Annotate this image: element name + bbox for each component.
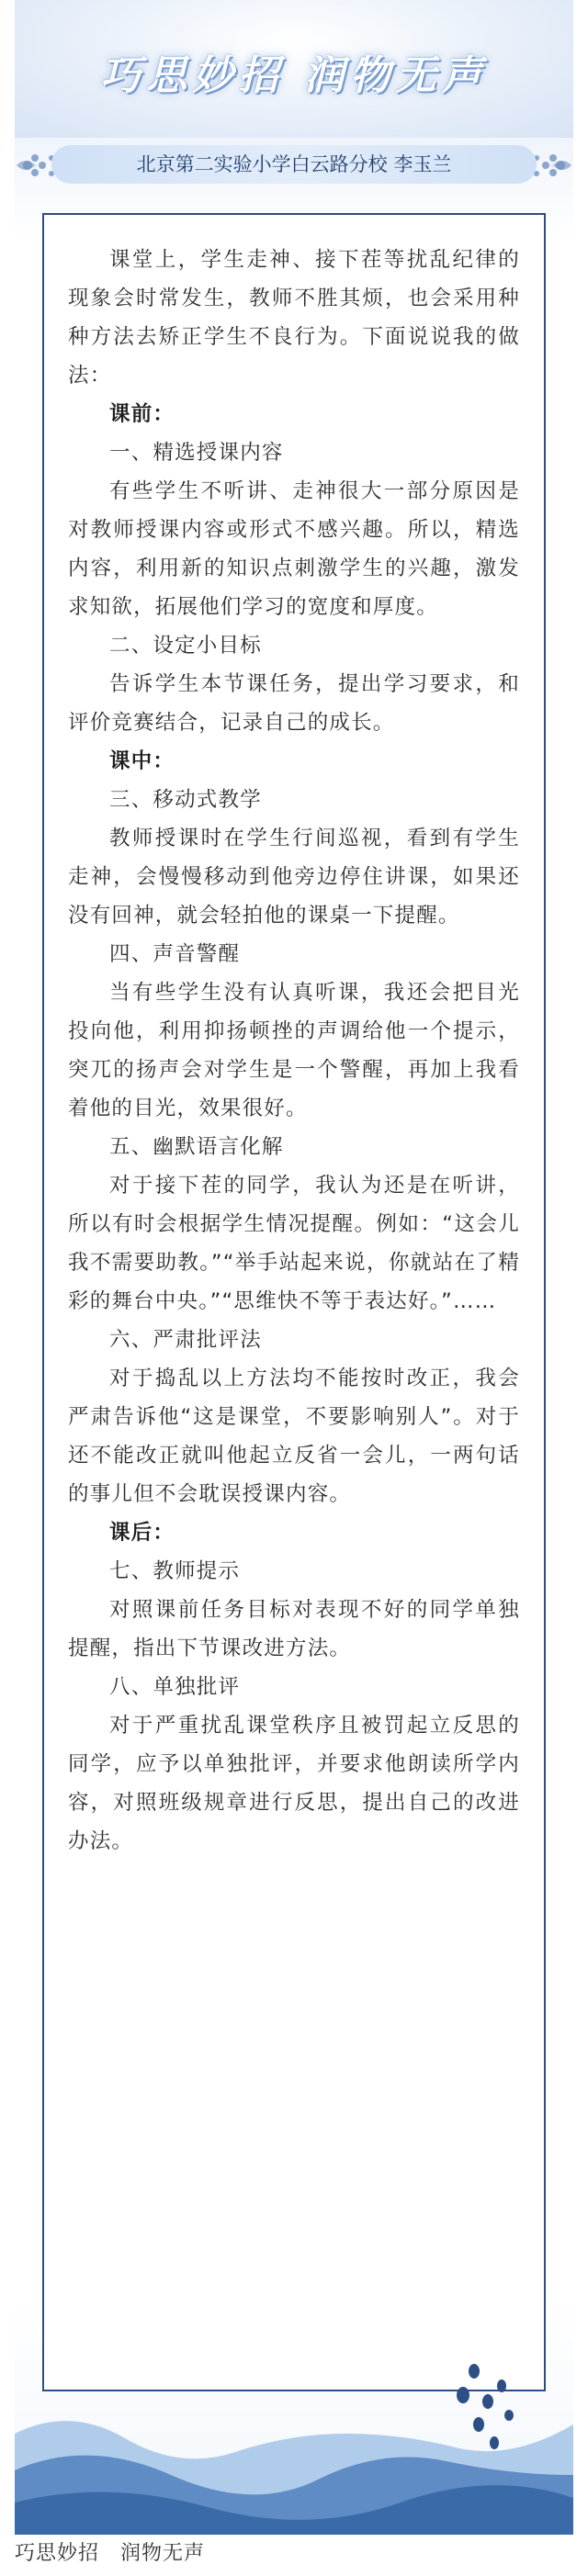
- intro-paragraph: 课堂上，学生走神、接下茬等扰乱纪律的现象会时常发生，教师不胜其烦，也会采用种种方法去矫正学生不良行为。下面说说我的做法：: [68, 248, 520, 388]
- item-body-8: 对于严重扰乱课堂秩序且被罚起立反思的同学，应予以单独批评，并要求他朗读所学内容，对照班级规章进行反思，提出自己的改进办法。: [68, 1714, 520, 1853]
- section-heading-before-class: 课前：: [109, 402, 175, 426]
- page-title: 巧思妙招 润物无声: [100, 52, 488, 99]
- item-title-7: 七、教师提示: [109, 1559, 241, 1583]
- section-heading-after-class: 课后：: [109, 1521, 175, 1545]
- item-body-2: 告诉学生本节课任务，提出学习要求，和评价竞赛结合，记录自己的成长。: [68, 672, 520, 735]
- wave-decoration-icon: [15, 2351, 573, 2535]
- item-body-3: 教师授课时在学生行间巡视，看到有学生走神，会慢慢移动到他旁边停住讲课，如果还没有回神，就会轻拍他的课桌一下提醒。: [68, 827, 520, 928]
- item-body-7: 对照课前任务目标对表现不好的同学单独提醒，指出下节课改进方法。: [68, 1598, 520, 1660]
- item-title-5: 五、幽默语言化解: [109, 1135, 284, 1159]
- article-frame: [42, 213, 546, 2391]
- item-body-5: 对于接下茬的同学，我认为还是在听讲，所以有时会根据学生情况提醒。例如：“这会儿我不需要助教。”“举手站起来说，你就站在了精彩的舞台中央。”“思维快不等于表达好。”……: [68, 1174, 520, 1313]
- item-body-6: 对于捣乱以上方法均不能按时改正，我会严肃告诉他“这是课堂，不要影响别人”。对于还不能改正就叫他起立反省一会儿，一两句话的事儿但不会耽误授课内容。: [68, 1367, 520, 1506]
- section-heading-during-class: 课中：: [109, 749, 175, 773]
- author-subtitle: 北京第二实验小学白云路分校 李玉兰: [51, 145, 537, 184]
- item-title-1: 一、精选授课内容: [109, 441, 284, 465]
- image-caption: 巧思妙招 润物无声: [15, 2542, 206, 2565]
- poster: [15, 0, 573, 2535]
- item-title-4: 四、声音警醒: [109, 942, 241, 966]
- item-title-8: 八、单独批评: [109, 1675, 241, 1699]
- item-title-2: 二、设定小目标: [109, 634, 262, 658]
- item-title-3: 三、移动式教学: [109, 788, 262, 812]
- item-body-4: 当有些学生没有认真听课，我还会把目光投向他，利用抑扬顿挫的声调给他一个提示，突兀的扬声会对学生是一个警醒，再加上我看着他的目光，效果很好。: [68, 981, 520, 1120]
- item-body-1: 有些学生不听讲、走神很大一部分原因是对教师授课内容或形式不感兴趣。所以，精选内容，利用新的知识点刺激学生的兴趣，激发求知欲，拓展他们学习的宽度和厚度。: [68, 479, 520, 619]
- item-title-6: 六、严肃批评法: [109, 1328, 262, 1352]
